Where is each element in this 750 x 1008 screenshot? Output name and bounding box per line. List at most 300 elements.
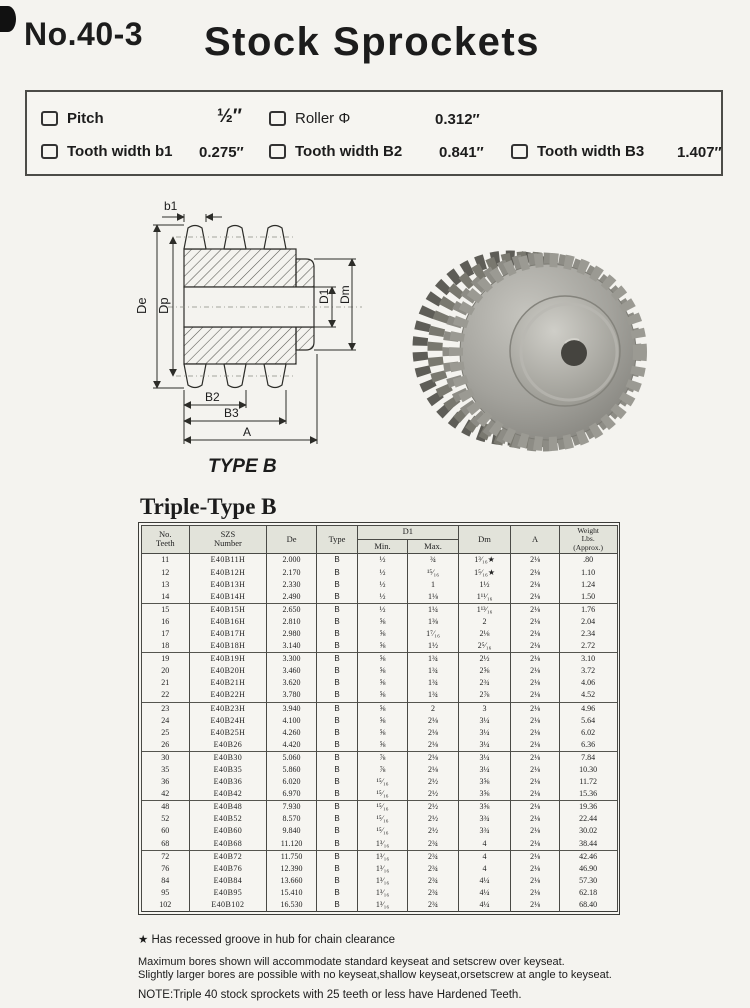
cell-szs: E40B20H xyxy=(190,665,267,677)
cell-teeth: 17 xyxy=(141,628,190,640)
cell-type: B xyxy=(317,764,357,776)
sprocket-table xyxy=(141,525,618,913)
cell-dm: 3¼ xyxy=(458,739,511,752)
cell-max: 1½ xyxy=(408,640,459,653)
cell-weight: 6.36 xyxy=(559,739,617,752)
cell-min: ¹⁵⁄₁₆ xyxy=(357,813,408,825)
spec-label: Roller Φ xyxy=(295,110,351,127)
cell-weight: 3.10 xyxy=(559,653,617,666)
cell-teeth: 48 xyxy=(141,801,190,814)
dim-label-b3: B3 xyxy=(224,406,239,420)
cell-type: B xyxy=(317,603,357,616)
cell-szs: E40B11H xyxy=(190,554,267,567)
cell-type: B xyxy=(317,850,357,863)
header-d1-max: Max. xyxy=(408,539,459,553)
cell-a: 2⅛ xyxy=(511,640,560,653)
cell-szs: E40B22H xyxy=(190,689,267,702)
cell-szs: E40B95 xyxy=(190,887,267,899)
cell-a: 2⅛ xyxy=(511,628,560,640)
checkbox-icon xyxy=(269,111,286,126)
cell-min: ⅝ xyxy=(357,689,408,702)
cell-min: ⅝ xyxy=(357,653,408,666)
cell-de: 8.570 xyxy=(266,813,317,825)
cell-a: 2⅛ xyxy=(511,788,560,801)
cell-dm: 4 xyxy=(458,863,511,875)
cell-min: ⅝ xyxy=(357,628,408,640)
cell-weight: 1.24 xyxy=(559,579,617,591)
cell-type: B xyxy=(317,628,357,640)
cell-teeth: 12 xyxy=(141,566,190,578)
cell-dm: 1¹³⁄₁₆ xyxy=(458,603,511,616)
cell-min: 1³⁄₁₆ xyxy=(357,838,408,851)
cell-a: 2⅛ xyxy=(511,566,560,578)
cell-min: ⅞ xyxy=(357,764,408,776)
cell-type: B xyxy=(317,899,357,912)
cell-min: 1³⁄₁₆ xyxy=(357,863,408,875)
table-row xyxy=(141,702,617,715)
cell-min: ⅝ xyxy=(357,665,408,677)
cell-min: ¹⁵⁄₁₆ xyxy=(357,776,408,788)
table-row xyxy=(141,801,617,814)
cell-de: 6.970 xyxy=(266,788,317,801)
cell-weight: 30.02 xyxy=(559,825,617,837)
cell-szs: E40B19H xyxy=(190,653,267,666)
cell-min: ½ xyxy=(357,591,408,604)
cell-max: 2⅛ xyxy=(408,715,459,727)
cell-de: 5.860 xyxy=(266,764,317,776)
cell-max: 2 xyxy=(408,702,459,715)
table-row xyxy=(141,665,617,677)
cell-szs: E40B68 xyxy=(190,838,267,851)
cell-de: 2.490 xyxy=(266,591,317,604)
cell-weight: 3.72 xyxy=(559,665,617,677)
spec-tooth-b1 xyxy=(41,143,173,160)
cell-szs: E40B23H xyxy=(190,702,267,715)
cell-szs: E40B25H xyxy=(190,727,267,739)
cell-de: 2.330 xyxy=(266,579,317,591)
cell-dm: 4 xyxy=(458,838,511,851)
cell-teeth: 25 xyxy=(141,727,190,739)
cell-a: 2⅛ xyxy=(511,579,560,591)
cell-weight: 4.06 xyxy=(559,677,617,689)
cell-max: 2¾ xyxy=(408,838,459,851)
table-title: Triple-Type B xyxy=(140,494,277,519)
cell-min: ½ xyxy=(357,603,408,616)
spec-label: Pitch xyxy=(67,110,104,127)
cell-weight: 42.46 xyxy=(559,850,617,863)
header-a: A xyxy=(511,525,560,554)
spec-roller xyxy=(269,110,350,127)
cell-weight: 4.96 xyxy=(559,702,617,715)
cell-dm: 3 xyxy=(458,702,511,715)
cell-de: 2.980 xyxy=(266,628,317,640)
bore-hole xyxy=(561,340,587,366)
cell-teeth: 18 xyxy=(141,640,190,653)
spec-label: Tooth width B3 xyxy=(537,143,645,160)
header-d1: D1 xyxy=(357,525,458,539)
cell-max: 1⅜ xyxy=(408,616,459,628)
table-row xyxy=(141,715,617,727)
cell-max: 1¾ xyxy=(408,677,459,689)
cell-szs: E40B26 xyxy=(190,739,267,752)
cell-dm: 1³⁄₁₆★ xyxy=(458,554,511,567)
cell-teeth: 23 xyxy=(141,702,190,715)
cell-max: 1¾ xyxy=(408,653,459,666)
cell-szs: E40B15H xyxy=(190,603,267,616)
cell-weight: 2.72 xyxy=(559,640,617,653)
table-header xyxy=(141,525,617,554)
cell-teeth: 22 xyxy=(141,689,190,702)
cell-dm: 4¼ xyxy=(458,887,511,899)
cell-de: 15.410 xyxy=(266,887,317,899)
table-row xyxy=(141,825,617,837)
table-row xyxy=(141,653,617,666)
cell-de: 2.000 xyxy=(266,554,317,567)
dim-label-de: De xyxy=(134,297,149,314)
cell-de: 3.300 xyxy=(266,653,317,666)
checkbox-icon xyxy=(41,144,58,159)
cell-weight: 22.44 xyxy=(559,813,617,825)
header-type: Type xyxy=(317,525,357,554)
cell-de: 4.260 xyxy=(266,727,317,739)
cell-de: 2.810 xyxy=(266,616,317,628)
cell-szs: E40B30 xyxy=(190,751,267,764)
cell-teeth: 11 xyxy=(141,554,190,567)
header-d1-min: Min. xyxy=(357,539,408,553)
cell-teeth: 14 xyxy=(141,591,190,604)
cell-a: 2⅛ xyxy=(511,825,560,837)
cell-de: 3.780 xyxy=(266,689,317,702)
cell-szs: E40B36 xyxy=(190,776,267,788)
cell-weight: 10.30 xyxy=(559,764,617,776)
table-row xyxy=(141,887,617,899)
cell-a: 2⅛ xyxy=(511,665,560,677)
hardened-teeth-note: NOTE:Triple 40 stock sprockets with 25 teeth or less have Hardened Teeth. xyxy=(138,989,522,1001)
cell-type: B xyxy=(317,813,357,825)
cell-de: 4.100 xyxy=(266,715,317,727)
spec-value: 1.407″ xyxy=(677,144,722,161)
cell-teeth: 35 xyxy=(141,764,190,776)
page-title: Stock Sprockets xyxy=(204,20,540,64)
cell-min: 1³⁄₁₆ xyxy=(357,875,408,887)
cell-szs: E40B35 xyxy=(190,764,267,776)
table-row xyxy=(141,863,617,875)
cell-szs: E40B24H xyxy=(190,715,267,727)
cell-de: 3.620 xyxy=(266,677,317,689)
cell-max: 1 xyxy=(408,579,459,591)
table-row xyxy=(141,813,617,825)
cell-type: B xyxy=(317,801,357,814)
cell-dm: 3¼ xyxy=(458,751,511,764)
triple-sprocket-photo xyxy=(402,212,700,470)
cell-dm: 3¼ xyxy=(458,727,511,739)
cell-type: B xyxy=(317,788,357,801)
header-de: De xyxy=(266,525,317,554)
cell-teeth: 16 xyxy=(141,616,190,628)
header-teeth: No. Teeth xyxy=(141,525,190,554)
cell-teeth: 21 xyxy=(141,677,190,689)
table-row xyxy=(141,554,617,567)
table-row xyxy=(141,566,617,578)
cell-max: 2⅛ xyxy=(408,764,459,776)
cell-a: 2⅛ xyxy=(511,689,560,702)
cell-type: B xyxy=(317,751,357,764)
cell-teeth: 24 xyxy=(141,715,190,727)
cell-dm: 3⅝ xyxy=(458,788,511,801)
cell-dm: 1½ xyxy=(458,579,511,591)
cell-weight: 46.90 xyxy=(559,863,617,875)
cell-weight: 1.76 xyxy=(559,603,617,616)
cell-max: 2½ xyxy=(408,788,459,801)
cell-teeth: 102 xyxy=(141,899,190,912)
table-row xyxy=(141,689,617,702)
cell-de: 6.020 xyxy=(266,776,317,788)
cell-max: 1⅛ xyxy=(408,591,459,604)
cell-a: 2⅛ xyxy=(511,863,560,875)
cell-teeth: 42 xyxy=(141,788,190,801)
cell-weight: 57.30 xyxy=(559,875,617,887)
cell-min: ⅝ xyxy=(357,715,408,727)
cell-min: ¹⁵⁄₁₆ xyxy=(357,788,408,801)
cell-max: 2½ xyxy=(408,825,459,837)
table-row xyxy=(141,579,617,591)
dim-label-b2: B2 xyxy=(205,390,220,404)
bore-footnote xyxy=(138,956,698,982)
table-row xyxy=(141,727,617,739)
table-row xyxy=(141,628,617,640)
cell-a: 2⅛ xyxy=(511,739,560,752)
cell-type: B xyxy=(317,640,357,653)
table-row xyxy=(141,616,617,628)
cell-a: 2⅛ xyxy=(511,677,560,689)
cell-teeth: 30 xyxy=(141,751,190,764)
table-row xyxy=(141,591,617,604)
table-row xyxy=(141,899,617,912)
sprocket-table-wrap xyxy=(138,522,620,915)
cell-max: 2⅛ xyxy=(408,739,459,752)
cell-a: 2⅛ xyxy=(511,899,560,912)
cell-weight: 2.34 xyxy=(559,628,617,640)
cell-weight: 11.72 xyxy=(559,776,617,788)
cell-a: 2⅛ xyxy=(511,850,560,863)
cell-weight: 1.10 xyxy=(559,566,617,578)
cell-max: 2½ xyxy=(408,776,459,788)
star-footnote: ★ Has recessed groove in hub for chain clearance xyxy=(138,934,396,946)
cell-a: 2⅛ xyxy=(511,887,560,899)
cell-max: 2¾ xyxy=(408,875,459,887)
cell-de: 11.120 xyxy=(266,838,317,851)
cell-type: B xyxy=(317,863,357,875)
cell-max: 2⅛ xyxy=(408,751,459,764)
cell-de: 13.660 xyxy=(266,875,317,887)
table-row xyxy=(141,640,617,653)
cell-szs: E40B21H xyxy=(190,677,267,689)
cell-szs: E40B42 xyxy=(190,788,267,801)
dim-label-d1: D1 xyxy=(317,288,331,304)
cell-min: ¹⁵⁄₁₆ xyxy=(357,825,408,837)
cell-a: 2⅛ xyxy=(511,616,560,628)
cell-weight: 5.64 xyxy=(559,715,617,727)
cell-de: 11.750 xyxy=(266,850,317,863)
cell-weight: 19.36 xyxy=(559,801,617,814)
cell-type: B xyxy=(317,677,357,689)
cell-max: 2½ xyxy=(408,801,459,814)
spec-pitch xyxy=(41,110,104,127)
cell-dm: 3⅝ xyxy=(458,776,511,788)
cell-a: 2⅛ xyxy=(511,776,560,788)
table-row xyxy=(141,838,617,851)
dim-label-dm: Dm xyxy=(338,285,352,304)
table-row xyxy=(141,751,617,764)
cell-min: 1³⁄₁₆ xyxy=(357,899,408,912)
spec-value: 0.312″ xyxy=(435,111,480,128)
cell-min: ½ xyxy=(357,579,408,591)
table-body xyxy=(141,554,617,912)
cell-type: B xyxy=(317,591,357,604)
cell-max: 2¾ xyxy=(408,887,459,899)
cell-weight: 7.84 xyxy=(559,751,617,764)
cell-de: 7.930 xyxy=(266,801,317,814)
cell-dm: 2¾ xyxy=(458,677,511,689)
cell-max: 2⅛ xyxy=(408,727,459,739)
cell-teeth: 15 xyxy=(141,603,190,616)
cell-dm: 3¼ xyxy=(458,715,511,727)
cell-min: 1³⁄₁₆ xyxy=(357,850,408,863)
cell-a: 2⅛ xyxy=(511,764,560,776)
cell-teeth: 52 xyxy=(141,813,190,825)
cell-szs: E40B76 xyxy=(190,863,267,875)
cell-weight: 15.36 xyxy=(559,788,617,801)
cell-a: 2⅛ xyxy=(511,751,560,764)
cell-szs: E40B16H xyxy=(190,616,267,628)
cell-teeth: 20 xyxy=(141,665,190,677)
cell-a: 2⅛ xyxy=(511,813,560,825)
cell-szs: E40B102 xyxy=(190,899,267,912)
cell-de: 4.420 xyxy=(266,739,317,752)
checkbox-icon xyxy=(511,144,528,159)
header-dm: Dm xyxy=(458,525,511,554)
cell-max: 1¾ xyxy=(408,665,459,677)
cell-szs: E40B60 xyxy=(190,825,267,837)
cell-min: ⅝ xyxy=(357,702,408,715)
table-row xyxy=(141,677,617,689)
dim-label-dp: Dp xyxy=(156,297,171,314)
cell-type: B xyxy=(317,887,357,899)
cell-weight: 1.50 xyxy=(559,591,617,604)
cell-weight: .80 xyxy=(559,554,617,567)
cell-dm: 3¾ xyxy=(458,825,511,837)
table-row xyxy=(141,739,617,752)
cell-max: ¹⁵⁄₁₆ xyxy=(408,566,459,578)
cell-de: 9.840 xyxy=(266,825,317,837)
cell-type: B xyxy=(317,875,357,887)
cell-szs: E40B14H xyxy=(190,591,267,604)
cell-type: B xyxy=(317,653,357,666)
cell-a: 2⅛ xyxy=(511,838,560,851)
cell-a: 2⅛ xyxy=(511,715,560,727)
cell-weight: 68.40 xyxy=(559,899,617,912)
cell-teeth: 76 xyxy=(141,863,190,875)
cell-dm: 2⅝ xyxy=(458,665,511,677)
cell-type: B xyxy=(317,616,357,628)
cell-dm: 1⁵⁄₁₆★ xyxy=(458,566,511,578)
cell-max: 1⁷⁄₁₆ xyxy=(408,628,459,640)
cell-max: ¾ xyxy=(408,554,459,567)
cell-teeth: 60 xyxy=(141,825,190,837)
cell-weight: 6.02 xyxy=(559,727,617,739)
spec-tooth-b2 xyxy=(269,143,402,160)
cell-teeth: 84 xyxy=(141,875,190,887)
cell-de: 16.530 xyxy=(266,899,317,912)
cell-teeth: 68 xyxy=(141,838,190,851)
cell-de: 3.460 xyxy=(266,665,317,677)
cell-type: B xyxy=(317,739,357,752)
cell-szs: E40B52 xyxy=(190,813,267,825)
sprocket-cross-section-drawing xyxy=(100,192,400,482)
cell-dm: 3⅝ xyxy=(458,801,511,814)
header-szs: SZS Number xyxy=(190,525,267,554)
table-row xyxy=(141,776,617,788)
cell-dm: 2⅞ xyxy=(458,689,511,702)
cell-type: B xyxy=(317,689,357,702)
cell-a: 2⅛ xyxy=(511,875,560,887)
cell-max: 1¾ xyxy=(408,689,459,702)
cell-max: 2¾ xyxy=(408,850,459,863)
cell-a: 2⅛ xyxy=(511,591,560,604)
cell-teeth: 36 xyxy=(141,776,190,788)
table-row xyxy=(141,603,617,616)
cell-szs: E40B84 xyxy=(190,875,267,887)
cell-weight: 2.04 xyxy=(559,616,617,628)
spec-value: ½″ xyxy=(217,106,242,127)
cell-type: B xyxy=(317,665,357,677)
cell-min: ⅝ xyxy=(357,677,408,689)
cell-a: 2⅛ xyxy=(511,702,560,715)
cell-szs: E40B13H xyxy=(190,579,267,591)
cell-dm: 1¹¹⁄₁₆ xyxy=(458,591,511,604)
cell-de: 3.140 xyxy=(266,640,317,653)
cell-a: 2⅛ xyxy=(511,554,560,567)
cell-min: ⅝ xyxy=(357,616,408,628)
cell-teeth: 19 xyxy=(141,653,190,666)
spec-label: Tooth width b1 xyxy=(67,143,173,160)
cell-szs: E40B12H xyxy=(190,566,267,578)
cell-min: ⅞ xyxy=(357,751,408,764)
cell-dm: 4 xyxy=(458,850,511,863)
type-b-caption: TYPE B xyxy=(208,456,277,477)
bore-footnote-line2: Slightly larger bores are possible with no keyseat,shallow keyseat,orsetscrew at angle to keyseat. xyxy=(138,969,612,981)
cell-weight: 38.44 xyxy=(559,838,617,851)
cell-dm: 2⅛ xyxy=(458,628,511,640)
spec-box xyxy=(25,90,723,176)
cell-de: 3.940 xyxy=(266,702,317,715)
cell-min: ½ xyxy=(357,554,408,567)
cell-a: 2⅛ xyxy=(511,603,560,616)
cell-min: ⅝ xyxy=(357,739,408,752)
cell-type: B xyxy=(317,825,357,837)
cell-teeth: 72 xyxy=(141,850,190,863)
cell-dm: 3¾ xyxy=(458,813,511,825)
cell-szs: E40B72 xyxy=(190,850,267,863)
table-row xyxy=(141,850,617,863)
cell-type: B xyxy=(317,715,357,727)
cell-weight: 62.18 xyxy=(559,887,617,899)
cell-max: 2¾ xyxy=(408,899,459,912)
dim-label-a: A xyxy=(243,425,252,439)
table-row xyxy=(141,764,617,776)
spec-label: Tooth width B2 xyxy=(295,143,403,160)
cell-type: B xyxy=(317,776,357,788)
